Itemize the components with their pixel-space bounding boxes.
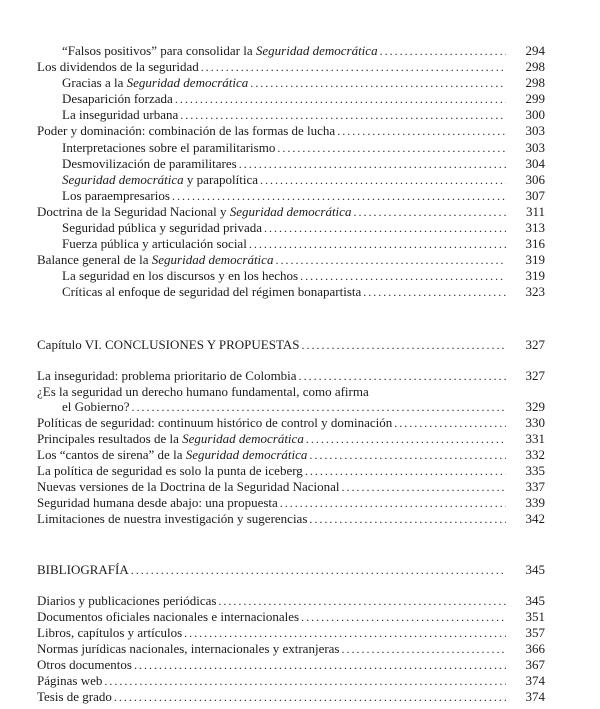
toc-entry-text: Doctrina de la Seguridad Nacional y Seguridad democrática xyxy=(37,203,352,219)
toc-row xyxy=(37,562,545,578)
page-number: 345 xyxy=(525,561,545,577)
toc-row xyxy=(37,479,545,495)
toc-entry-text: Desmovilización de paramilitares xyxy=(62,155,237,171)
toc-entry-text: La política de seguridad es solo la punta de iceberg xyxy=(37,463,303,479)
page-number: 294 xyxy=(525,43,545,58)
toc-row xyxy=(37,337,545,353)
dot-leader xyxy=(172,188,506,204)
dot-leader xyxy=(264,220,506,236)
page-number: 357 xyxy=(525,624,545,640)
page-number: 307 xyxy=(525,187,545,203)
dot-leader xyxy=(342,641,507,657)
toc-entry-text: Normas jurídicas nacionales, internacionales y extranjeras xyxy=(37,640,340,656)
page-number: 303 xyxy=(525,123,545,139)
toc-row xyxy=(37,43,545,59)
toc-row xyxy=(37,447,545,463)
page-number: 331 xyxy=(525,430,545,446)
toc-entry-text: La seguridad en los discursos y en los hechos xyxy=(62,268,299,284)
toc-entry-text: Limitaciones de nuestra investigación y sugerencias xyxy=(37,511,308,527)
toc-entry-text: Balance general de la Seguridad democrática xyxy=(37,252,274,268)
toc-entry-text: Los dividendos de la seguridad xyxy=(37,59,199,75)
toc-row xyxy=(37,495,545,511)
dot-leader xyxy=(239,156,506,172)
dot-leader xyxy=(380,43,506,59)
toc-entry-text: Capítulo VI. CONCLUSIONES Y PROPUESTAS xyxy=(37,336,300,352)
dot-leader xyxy=(131,562,506,578)
page-number: 329 xyxy=(525,398,545,414)
toc-row xyxy=(37,123,545,139)
toc-row xyxy=(37,75,545,91)
dot-leader xyxy=(306,431,506,447)
toc-entry-text: Nuevas versiones de la Doctrina de la Seguridad Nacional xyxy=(37,479,340,495)
toc-row xyxy=(37,593,545,609)
toc-entry-text: el Gobierno? xyxy=(62,398,130,414)
dot-leader xyxy=(218,593,506,609)
toc-row xyxy=(37,284,545,300)
toc-row xyxy=(37,252,545,268)
toc-row xyxy=(37,431,545,447)
page-number: 367 xyxy=(525,657,545,672)
dot-leader xyxy=(104,673,506,689)
toc-row xyxy=(37,609,545,625)
dot-leader xyxy=(175,91,506,107)
toc-entry-text: Seguridad humana desde abajo: una propuesta xyxy=(37,495,278,511)
page-number: 311 xyxy=(525,203,545,219)
page-number: 351 xyxy=(525,608,545,624)
toc-entry-text: “Falsos positivos” para consolidar la Seguridad democrática xyxy=(62,43,378,58)
dot-leader xyxy=(337,123,506,139)
page-number: 332 xyxy=(525,447,545,463)
toc-row xyxy=(37,172,545,188)
page-number: 298 xyxy=(525,59,545,75)
page-number: 306 xyxy=(525,171,545,187)
toc-entry-text: Políticas de seguridad: continuum histórico de control y dominación xyxy=(37,414,393,430)
toc-entry-text: Tesis de grado xyxy=(37,689,112,705)
toc-row xyxy=(37,140,545,156)
page-number: 303 xyxy=(525,139,545,155)
dot-leader xyxy=(260,172,506,188)
toc-row xyxy=(37,673,545,689)
dot-leader xyxy=(342,479,506,495)
toc-entry-text: Los “cantos de sirena” de la Seguridad democrática xyxy=(37,447,308,463)
dot-leader xyxy=(180,107,506,123)
toc-entry-text: Otros documentos xyxy=(37,657,132,672)
toc-row xyxy=(37,268,545,284)
toc-entry-text: Diarios y publicaciones periódicas xyxy=(37,592,217,608)
toc-section-chapter-v-entries xyxy=(37,43,545,301)
toc-entry-text: Interpretaciones sobre el paramilitarismo xyxy=(62,139,276,155)
page-number: 299 xyxy=(525,91,545,107)
page-number: 316 xyxy=(525,236,545,252)
toc-entry-text: Principales resultados de la Seguridad democrática xyxy=(37,430,304,446)
toc-entry-text: Páginas web xyxy=(37,673,103,689)
page-number: 304 xyxy=(525,155,545,171)
dot-leader xyxy=(184,625,506,641)
toc-entry-text: Poder y dominación: combinación de las formas de lucha xyxy=(37,123,336,139)
page-number: 319 xyxy=(525,268,545,284)
page-number: 327 xyxy=(525,336,545,352)
toc-entry-text: ¿Es la seguridad un derecho humano fundamental, como afirma xyxy=(37,383,369,399)
dot-leader xyxy=(300,268,506,284)
toc-row xyxy=(37,384,545,399)
toc-entry-text: BIBLIOGRAFÍA xyxy=(37,561,129,577)
toc-row xyxy=(37,463,545,479)
dot-leader xyxy=(114,689,506,705)
dot-leader xyxy=(250,75,506,91)
toc-entry-text: Desaparición forzada xyxy=(62,91,173,107)
dot-leader xyxy=(134,657,506,673)
toc-entry-text: Los paraempresarios xyxy=(62,187,170,203)
page-number: 323 xyxy=(525,284,545,300)
toc-entry-text: Críticas al enfoque de seguridad del régimen bonapartista xyxy=(62,284,362,300)
page-number: 313 xyxy=(525,220,545,236)
toc-entry-text: Seguridad pública y seguridad privada xyxy=(62,220,262,236)
dot-leader xyxy=(301,609,506,625)
toc-section-bibliography-heading xyxy=(37,562,545,578)
dot-leader xyxy=(275,252,506,268)
toc-section-bibliography-entries xyxy=(37,593,545,706)
page-number: 298 xyxy=(525,75,545,91)
toc-row xyxy=(37,156,545,172)
dot-leader xyxy=(309,511,506,527)
toc-row xyxy=(37,204,545,220)
toc-entry-text: Fuerza pública y articulación social xyxy=(62,236,247,252)
page-number: 335 xyxy=(525,463,545,479)
toc-row xyxy=(37,415,545,431)
toc-entry-text: Libros, capítulos y artículos xyxy=(37,624,183,640)
toc-row xyxy=(37,368,545,384)
toc-row xyxy=(37,59,545,75)
toc-entry-text: Seguridad democrática y parapolítica xyxy=(62,171,259,187)
dot-leader xyxy=(249,236,506,252)
page-number: 300 xyxy=(525,107,545,123)
page-number: 342 xyxy=(525,511,545,527)
toc-row xyxy=(37,511,545,527)
page-number: 337 xyxy=(525,479,545,495)
toc-row xyxy=(37,220,545,236)
toc-row xyxy=(37,236,545,252)
toc-row xyxy=(37,641,545,657)
toc-entry-text: Documentos oficiales nacionales e internacionales xyxy=(37,608,300,624)
page-number: 319 xyxy=(525,252,545,268)
dot-leader xyxy=(280,495,506,511)
toc-row xyxy=(37,91,545,107)
page-number: 345 xyxy=(525,592,545,608)
dot-leader xyxy=(394,415,506,431)
page-number: 374 xyxy=(525,689,545,705)
page-number: 366 xyxy=(525,640,545,656)
page-number: 374 xyxy=(525,673,545,689)
toc-entry-text: Gracias a la Seguridad democrática xyxy=(62,75,249,91)
dot-leader xyxy=(309,447,506,463)
dot-leader xyxy=(277,140,506,156)
dot-leader xyxy=(363,284,506,300)
dot-leader xyxy=(305,463,506,479)
dot-leader xyxy=(132,399,506,415)
page-number: 327 xyxy=(525,367,545,383)
toc-row xyxy=(37,188,545,204)
page-number: 339 xyxy=(525,495,545,511)
toc-section-chapter-vi-heading xyxy=(37,337,545,353)
dot-leader xyxy=(201,59,506,75)
toc-row xyxy=(37,107,545,123)
toc-section-chapter-vi-entries xyxy=(37,368,545,528)
toc-entry-text: La inseguridad urbana xyxy=(62,107,179,123)
dot-leader xyxy=(299,368,506,384)
dot-leader xyxy=(301,337,506,353)
toc-row xyxy=(37,625,545,641)
dot-leader xyxy=(353,204,506,220)
toc-row xyxy=(37,657,545,673)
toc-row xyxy=(37,399,545,415)
page-number: 330 xyxy=(525,414,545,430)
toc-entry-text: La inseguridad: problema prioritario de Colombia xyxy=(37,367,297,383)
toc-row xyxy=(37,689,545,705)
